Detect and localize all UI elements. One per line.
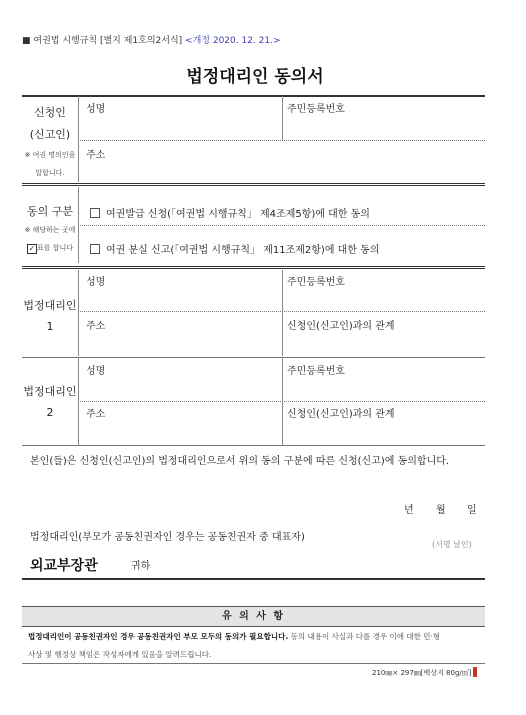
section-divider [22,183,485,186]
consent-option-2-label: 여권 분실 신고(「여권법 시행규칙」 제11조제2항)에 대한 동의 [106,245,380,256]
consent-type-note-2: 표를 합니다 [36,244,74,252]
section-divider [22,578,485,580]
applicant-label-sub: (신고인) [29,128,71,141]
guardian-1-rrn-field[interactable]: 주민등록번호 [287,277,345,288]
date-month[interactable]: 월 [436,505,446,516]
guardian-1-relation-field[interactable]: 신청인(신고인)과의 관계 [287,321,395,332]
paper-spec: 210㎜× 297㎜[백상지 80g/㎡] [372,669,472,677]
guardian-2-address-field[interactable]: 주소 [86,409,106,420]
applicant-note: ※ 여권 명의인을 [24,151,76,159]
consent-option-passport-loss[interactable] [90,241,379,256]
section-divider [22,357,485,358]
table-top-border [22,95,485,97]
guardian-1-label: 법정대리인 [23,299,77,312]
notice-bold-text: 법정대리인이 공동친권자인 경우 공동친권자인 부모 모두의 동의가 필요합니다. [28,632,289,641]
consent-statement: 본인(들)은 신청인(신고인)의 법정대리인으로서 위의 동의 구분에 따른 신청(신고)에 동의합니다. [30,456,450,467]
row-divider [78,225,485,226]
applicant-address-field[interactable]: 주소 [86,150,106,161]
consent-type-note: ※ 해당하는 곳에 [24,226,76,234]
consent-type-label: 동의 구분 [26,205,73,218]
consent-option-1-label: 여권발급 신청(「여권법 시행규칙」 제4조제5항)에 대한 동의 [106,209,370,220]
column-divider [282,96,283,140]
paper-marker [473,667,477,677]
column-divider [78,96,79,182]
guardian-2-label: 법정대리인 [23,385,77,398]
row-divider [78,140,485,141]
page-title: 법정대리인 동의서 [186,67,324,87]
row-divider [78,401,485,402]
guardian-1-name-field[interactable]: 성명 [86,277,106,288]
guardian-2-name-field[interactable]: 성명 [86,366,106,377]
checkmark-icon: ✓ [28,244,36,253]
row-divider [78,311,485,312]
consent-option-passport-issue[interactable] [90,205,370,220]
form-reference: 여권법 시행규칙 [별지 제1호의2서식] [33,36,183,46]
notice-title: 유 의 사 항 [22,606,485,627]
signer-line: 법정대리인(부모가 공동친권자인 경우는 공동친권자 중 대표자) [30,532,305,543]
guardian-1-address-field[interactable]: 주소 [86,321,106,332]
guardian-2-rrn-field[interactable]: 주민등록번호 [287,366,345,377]
notice-bottom-border [22,663,485,664]
column-divider [282,270,283,356]
header-bullet: ■ [22,36,31,46]
notice-text-line2: 사상 및 행정상 책임은 작성자에게 있음을 알려드립니다. [28,650,212,659]
applicant-label: 신청인 [34,106,66,119]
guardian-1-number: 1 [46,320,54,333]
guardian-2-number: 2 [46,406,54,419]
revision-date: <개정 2020. 12. 21.> [185,36,281,46]
applicant-note-2: 말합니다. [35,169,65,177]
applicant-rrn-field[interactable]: 주민등록번호 [287,104,345,115]
date-year[interactable]: 년 [404,505,414,516]
checkbox-icon[interactable] [90,208,100,218]
applicant-name-field[interactable]: 성명 [86,104,106,115]
date-day[interactable]: 일 [467,505,477,516]
sign-seal-note[interactable]: (서명 날인) [432,540,472,549]
checkbox-icon[interactable] [90,244,100,254]
addressee: 외교부장관 [30,558,98,574]
section-divider [22,266,485,269]
table-bottom-border [22,445,485,446]
guardian-2-relation-field[interactable]: 신청인(신고인)과의 관계 [287,409,395,420]
notice-text: 동의 내용이 사실과 다를 경우 이에 대한 민·형 [288,632,441,641]
addressee-suffix: 귀하 [131,561,151,572]
column-divider [78,270,79,356]
